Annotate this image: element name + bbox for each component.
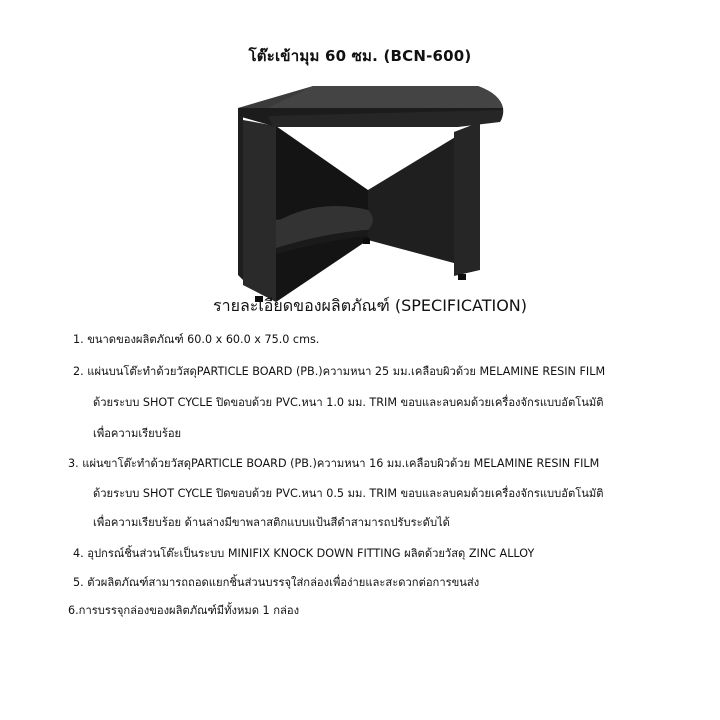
spec-heading: รายละเอียดของผลิตภัณฑ์ (SPECIFICATION) [212,296,528,315]
spec-line: 1. ขนาดของผลิตภัณฑ์ 60.0 x 60.0 x 75.0 cms. [73,333,320,346]
spec-line: ด้วยระบบ SHOT CYCLE ปิดขอบด้วย PVC.หนา 0.5 มม. TRIM ขอบและลบคมด้วยเครื่องจักรแบบอัตโนมัติ [93,487,604,500]
spec-line: 3. แผ่นขาโต๊ะทำด้วยวัสดุPARTICLE BOARD (PB.)ความหนา 16 มม.เคลือบผิวด้วย MELAMINE RESIN FILM [68,457,600,470]
spec-line: 4. อุปกรณ์ชิ้นส่วนโต๊ะเป็นระบบ MINIFIX KNOCK DOWN FITTING ผลิตด้วยวัสดุ ZINC ALLOY [73,547,535,560]
spec-line: 6.การบรรจุกล่องของผลิตภัณฑ์มีทั้งหมด 1 กล่อง [68,604,300,617]
product-title: โต๊ะเข้ามุม 60 ซม. (BCN-600) [248,47,472,65]
spec-line: ด้วยระบบ SHOT CYCLE ปิดขอบด้วย PVC.หนา 1.0 มม. TRIM ขอบและลบคมด้วยเครื่องจักรแบบอัตโนมัติ [93,396,604,409]
spec-line: เพื่อความเรียบร้อย ด้านล่างมีขาพลาสติกแบบแป้นสีดำสามารถปรับระดับได้ [93,516,450,529]
spec-line: เพื่อความเรียบร้อย [93,427,182,440]
spec-line: 5. ตัวผลิตภัณฑ์สามารถถอดแยกชิ้นส่วนบรรจุใส่กล่องเพื่อง่ายและสะดวกต่อการขนส่ง [73,576,480,589]
spec-line: 2. แผ่นบนโต๊ะทำด้วยวัสดุPARTICLE BOARD (PB.)ความหนา 25 มม.เคลือบผิวด้วย MELAMINE RESIN FILM [73,365,606,378]
corner-desk-image [218,80,508,308]
